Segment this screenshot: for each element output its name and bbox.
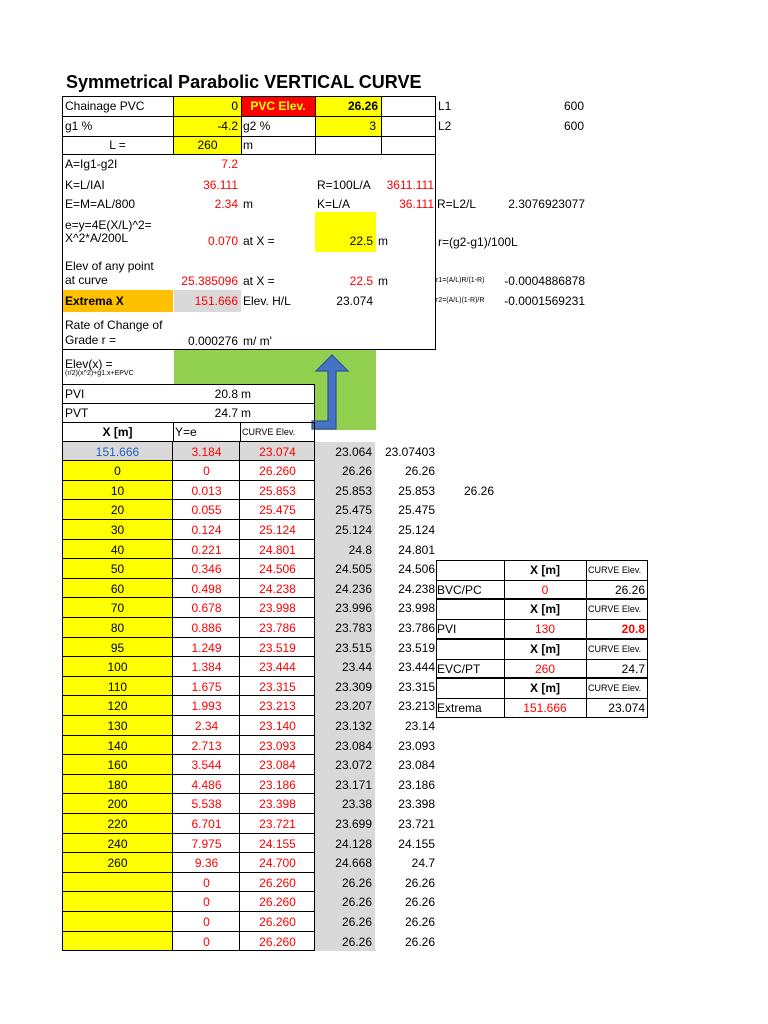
e-at-label: at X = <box>243 234 275 248</box>
g2-value[interactable]: 3 <box>369 119 376 133</box>
summary-x-value: 0 <box>541 582 549 597</box>
y-value: 0.886 <box>191 621 222 635</box>
curve-elev-value: 26.260 <box>259 934 296 949</box>
calc-elev-value: 25.475 <box>398 503 435 518</box>
L-label: L = <box>109 138 126 152</box>
x-value[interactable]: 200 <box>107 797 128 812</box>
r1-value: -0.0004886878 <box>504 274 585 288</box>
summary-x-header: X [m] <box>530 641 560 656</box>
summary-x-header: X [m] <box>530 563 560 577</box>
summary-elev-header: CURVE Elev. <box>588 683 642 694</box>
table-header-divider <box>240 422 241 442</box>
summary-elev-header: CURVE Elev. <box>588 604 642 615</box>
curve-elev-value: 24.506 <box>259 562 296 577</box>
g2-label: g2 % <box>243 119 271 133</box>
summary-table <box>436 560 648 718</box>
curve-elev-value: 25.853 <box>259 483 296 498</box>
calc-elev-value: 25.853 <box>398 483 435 498</box>
y-value: 0.346 <box>191 562 222 577</box>
curve-elev-value: 23.186 <box>259 777 296 792</box>
y-value: 0.013 <box>191 483 222 498</box>
check-elev-value: 23.072 <box>335 758 372 773</box>
RL-value: 2.3076923077 <box>508 197 585 211</box>
E-label: E=M=AL/800 <box>65 197 136 211</box>
x-value[interactable]: 140 <box>107 738 128 753</box>
elev-hl-value: 23.074 <box>336 294 373 308</box>
calc-elev-value: 23.07403 <box>384 444 435 459</box>
x-value[interactable]: 60 <box>110 581 125 596</box>
elev-hl-label: Elev. H/L <box>243 294 291 308</box>
x-cell-bg <box>62 912 173 932</box>
summary-x-value: 151.666 <box>523 700 567 715</box>
R-value: 3611.111 <box>386 178 434 192</box>
summary-elev-header: CURVE Elev. <box>588 643 642 654</box>
green-fill-2 <box>174 350 315 384</box>
summary-label: EVC/PT <box>437 661 481 676</box>
extrema-value: 151.666 <box>194 294 238 308</box>
summary-label: Extrema <box>437 700 482 715</box>
x-value[interactable]: 130 <box>107 719 128 733</box>
check-elev-value: 23.309 <box>335 679 372 694</box>
x-value[interactable]: 50 <box>110 562 125 577</box>
curve-elev-value: 24.700 <box>259 856 296 871</box>
calc-elev-value: 23.315 <box>398 679 435 694</box>
check-elev-value: 24.668 <box>335 856 372 871</box>
y-value: 0.055 <box>191 503 222 518</box>
table-header-divider <box>173 422 174 442</box>
calc-elev-value: 23.721 <box>398 817 435 831</box>
rate-label: Rate of Change of Grade r = <box>65 318 163 347</box>
rate-value: 0.000276 <box>187 334 238 348</box>
check-elev-value: 23.064 <box>335 444 372 459</box>
calc-elev-value: 26.26 <box>404 464 435 479</box>
calc-elev-value: 24.238 <box>398 581 435 596</box>
R-label: R=100L/A <box>317 178 371 192</box>
L-value[interactable]: 260 <box>197 138 218 152</box>
check-elev-value: 23.699 <box>335 817 372 831</box>
y-value: 0 <box>203 934 210 949</box>
table-header-2: Y=e <box>175 425 197 439</box>
elev-value: 25.385096 <box>181 274 238 288</box>
check-elev-value: 26.26 <box>341 875 372 890</box>
x-value[interactable]: 0 <box>114 464 121 479</box>
summary-elev-header: CURVE Elev. <box>588 565 642 575</box>
summary-x-value: 130 <box>534 622 556 637</box>
curve-elev-value: 26.260 <box>259 464 296 479</box>
x-value[interactable]: 260 <box>107 856 128 871</box>
elevx-formula: (r/2)(x^2)+g1.x+EPVC <box>65 370 134 377</box>
summary-x-value: 260 <box>534 661 556 676</box>
x-value[interactable]: 100 <box>107 660 128 675</box>
L1-label: L1 <box>438 99 452 113</box>
summary-label: BVC/PC <box>437 582 482 597</box>
calc-elev-value: 23.444 <box>398 660 435 675</box>
calc-elev-value: 23.786 <box>398 621 435 635</box>
curve-elev-value: 23.519 <box>259 640 296 655</box>
x-value[interactable]: 10 <box>110 483 125 498</box>
sheet-title: Symmetrical Parabolic VERTICAL CURVE <box>66 72 422 92</box>
y-value: 0.498 <box>191 581 222 596</box>
pvt-unit: m <box>241 406 251 420</box>
check-elev-value: 23.996 <box>335 601 372 616</box>
check-elev-value: 23.132 <box>335 719 372 733</box>
r2-value: -0.0001569231 <box>504 294 585 308</box>
pvi-unit: m <box>241 387 251 401</box>
chainage-value[interactable]: 0 <box>231 99 238 113</box>
y-value: 2.713 <box>191 738 222 753</box>
check-elev-value: 26.26 <box>341 895 372 910</box>
A-label: A=Ig1-g2I <box>65 157 118 171</box>
x-value[interactable]: 80 <box>110 621 125 635</box>
calc-elev-value: 23.213 <box>398 699 435 714</box>
x-cell-bg <box>62 873 173 893</box>
y-value: 0.678 <box>191 601 222 616</box>
calc-elev-value: 23.998 <box>398 601 435 616</box>
summary-elev-value: 24.7 <box>621 661 645 676</box>
check-elev-value: 23.171 <box>335 777 372 792</box>
RL-label: R=L2/L <box>437 197 477 211</box>
curve-elev-value: 23.074 <box>259 444 296 459</box>
calc-elev-value: 24.7 <box>411 856 435 871</box>
elev-label: Elev of any point at curve <box>65 259 154 287</box>
y-value: 1.675 <box>191 679 222 694</box>
x-value[interactable]: 30 <box>110 523 125 537</box>
calc-elev-value: 26.26 <box>404 895 435 910</box>
x-value[interactable]: 160 <box>107 758 128 773</box>
curve-elev-value: 25.124 <box>259 523 296 537</box>
y-value: 2.34 <box>194 719 219 733</box>
elevx-label: Elev(x) = <box>65 357 113 371</box>
y-value: 0.124 <box>191 523 222 537</box>
y-value: 5.538 <box>191 797 222 812</box>
A-value: 7.2 <box>221 157 238 171</box>
calc-elev-value: 26.26 <box>404 875 435 890</box>
x-value[interactable]: 120 <box>107 699 128 714</box>
x-value[interactable]: 180 <box>107 777 128 792</box>
x-value[interactable]: 20 <box>110 503 125 518</box>
curve-elev-value: 24.801 <box>259 542 296 557</box>
curve-elev-value: 24.238 <box>259 581 296 596</box>
pvi-value: 20.8 <box>214 387 238 401</box>
pvi-label: PVI <box>65 387 85 401</box>
curve-elev-value: 23.786 <box>259 621 296 635</box>
x-value[interactable]: 151.666 <box>95 444 140 459</box>
x-value[interactable]: 110 <box>107 679 128 694</box>
check-elev-value: 24.236 <box>335 581 372 596</box>
calc-elev-value: 24.801 <box>398 542 435 557</box>
check-elev-value: 23.515 <box>335 640 372 655</box>
e-label: e=y=4E(X/L)^2= X^2*A/200L <box>65 218 152 245</box>
curve-elev-value: 23.093 <box>259 738 296 753</box>
calc-elev-value: 23.093 <box>398 738 435 753</box>
y-value: 6.701 <box>191 817 222 831</box>
pvc-elev-value[interactable]: 26.26 <box>347 99 378 113</box>
L1-value: 600 <box>563 99 584 113</box>
check-elev-value: 24.8 <box>348 542 372 557</box>
elev-at-label: at X = <box>243 274 275 288</box>
y-value: 0 <box>203 875 210 890</box>
r-label: r=(g2-g1)/100L <box>438 235 518 249</box>
e-unit: m <box>378 234 388 248</box>
y-value: 0 <box>203 464 210 479</box>
pvt-label: PVT <box>65 406 89 420</box>
calc-elev-value: 24.506 <box>398 562 435 577</box>
check-elev-value: 23.207 <box>335 699 372 714</box>
table-header-3: CURVE Elev. <box>242 427 296 437</box>
calc-elev-value: 26.26 <box>404 915 435 929</box>
elev-x-value: 22.5 <box>349 274 373 288</box>
y-value: 1.384 <box>191 660 222 675</box>
check-elev-value: 23.084 <box>335 738 372 753</box>
curve-elev-value: 26.260 <box>259 895 296 910</box>
L2-label: L2 <box>438 119 452 133</box>
check-elev-value: 24.128 <box>335 836 372 851</box>
calc-elev-value: 24.155 <box>398 836 435 851</box>
check-elev-value: 23.38 <box>341 797 372 812</box>
curve-elev-value: 23.998 <box>259 601 296 616</box>
r2-label: r2=(A/L)(1-R)/R <box>436 297 485 304</box>
K-label: K=L/IAI <box>65 178 105 192</box>
pvc-elev-label: PVC Elev. <box>250 99 306 113</box>
check-elev-value: 23.783 <box>335 621 372 635</box>
check-elev-value: 25.124 <box>335 523 372 537</box>
x-cell-bg <box>62 932 173 952</box>
calc-elev-value: 23.186 <box>398 777 435 792</box>
elev-unit: m <box>378 274 388 288</box>
extra-value: 26.26 <box>464 483 495 498</box>
calc-elev-value: 23.519 <box>398 640 435 655</box>
y-value: 3.544 <box>191 758 222 773</box>
x-value[interactable]: 95 <box>110 640 125 655</box>
x-value[interactable]: 40 <box>110 542 125 557</box>
extrema-label: Extrema X <box>65 294 124 308</box>
curve-elev-value: 26.260 <box>259 875 296 890</box>
y-value: 1.249 <box>191 640 222 655</box>
summary-x-header: X [m] <box>530 681 560 696</box>
chainage-label: Chainage PVC <box>65 99 145 113</box>
curve-elev-value: 23.721 <box>259 817 296 831</box>
calc-elev-value: 23.398 <box>398 797 435 812</box>
pvt-value: 24.7 <box>214 406 238 420</box>
calc-elev-value: 26.26 <box>404 934 435 949</box>
y-value: 7.975 <box>191 836 222 851</box>
calc-elev-value: 25.124 <box>398 523 435 537</box>
table-header-frame <box>62 422 315 442</box>
E-unit: m <box>243 197 253 211</box>
curve-elev-value: 23.444 <box>259 660 296 675</box>
x-cell-bg <box>62 892 173 912</box>
y-value: 0 <box>203 915 210 929</box>
summary-elev-value: 20.8 <box>621 622 645 637</box>
y-value: 0 <box>203 895 210 910</box>
g1-value[interactable]: -4.2 <box>217 119 238 133</box>
K-value: 36.111 <box>203 178 238 192</box>
E-value: 2.34 <box>214 197 238 211</box>
check-elev-value: 23.44 <box>341 660 372 675</box>
check-elev-value: 26.26 <box>341 934 372 949</box>
y-value: 1.993 <box>191 699 222 714</box>
K2-label: K=L/A <box>317 197 351 211</box>
r1-label: r1=(A/L)R/(1-R) <box>436 277 485 284</box>
x-value[interactable]: 220 <box>107 817 128 831</box>
x-value[interactable]: 70 <box>110 601 125 616</box>
y-value: 4.486 <box>191 777 222 792</box>
check-elev-value: 25.475 <box>335 503 372 518</box>
summary-label: PVI <box>437 622 457 637</box>
check-elev-value: 26.26 <box>341 915 372 929</box>
L2-value: 600 <box>563 119 584 133</box>
summary-elev-value: 23.074 <box>608 700 645 715</box>
y-value: 9.36 <box>194 856 219 871</box>
x-value[interactable]: 240 <box>107 836 128 851</box>
calc-elev-value: 23.084 <box>398 758 435 773</box>
summary-elev-value: 26.26 <box>614 582 645 597</box>
g1-label: g1 % <box>65 119 93 133</box>
rate-unit: m/ m' <box>243 334 272 348</box>
check-elev-value: 24.505 <box>335 562 372 577</box>
curve-elev-value: 24.155 <box>259 836 296 851</box>
curve-elev-value: 23.084 <box>259 758 296 773</box>
check-elev-value: 26.26 <box>341 464 372 479</box>
y-value: 3.184 <box>191 444 222 459</box>
curve-elev-value: 23.140 <box>259 719 296 733</box>
K2-value: 36.111 <box>399 197 434 211</box>
curve-elev-value: 23.398 <box>259 797 296 812</box>
summary-x-header: X [m] <box>530 602 560 617</box>
L-unit: m <box>243 138 253 152</box>
curve-elev-value: 25.475 <box>259 503 296 518</box>
curve-elev-value: 23.213 <box>259 699 296 714</box>
curve-elev-value: 23.315 <box>259 679 296 694</box>
e-x-value[interactable]: 22.5 <box>349 234 373 248</box>
calc-elev-value: 23.14 <box>404 719 435 733</box>
table-header-1: X [m] <box>102 425 133 439</box>
e-value: 0.070 <box>207 234 238 248</box>
check-elev-value: 25.853 <box>335 483 372 498</box>
y-value: 0.221 <box>191 542 222 557</box>
curve-elev-value: 26.260 <box>259 915 296 929</box>
